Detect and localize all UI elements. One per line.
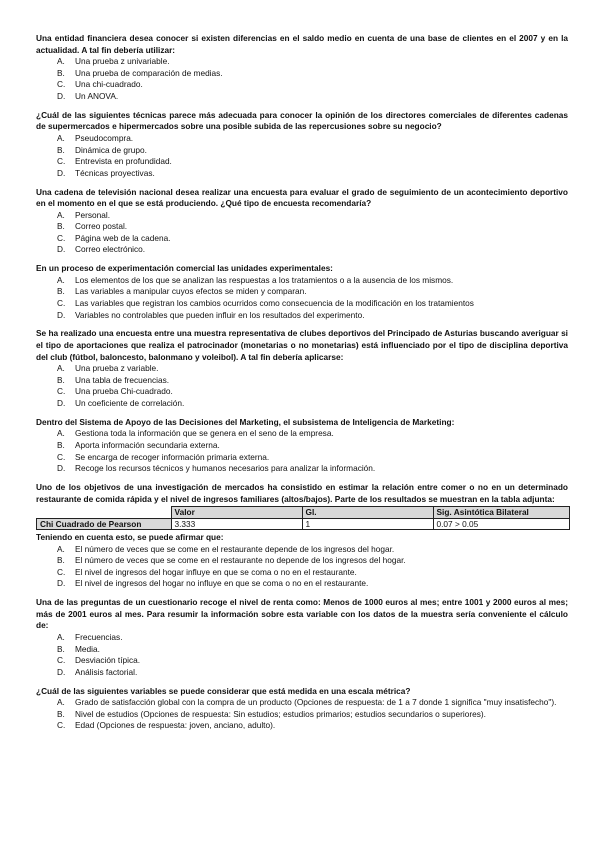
option-b [36, 286, 568, 298]
question-text: ¿Cuál de las siguientes variables se puede considerar que está medida en una escala métrica? [36, 685, 411, 696]
option-letter: A. [57, 428, 65, 439]
option-letter: B. [57, 221, 65, 232]
option-text: Una tabla de frecuencias. [75, 374, 170, 385]
option-text: El nivel de ingresos del hogar no influye en que se coma o no en el restaurante. [75, 578, 369, 589]
option-text: Entrevista en profundidad. [75, 156, 172, 167]
option-a [36, 544, 568, 556]
option-a [36, 428, 568, 440]
option-letter: D. [57, 167, 66, 178]
option-b [36, 709, 568, 721]
option-text: Un ANOVA. [75, 90, 119, 101]
option-letter: A. [57, 632, 65, 643]
option-text: Grado de satisfacción global con la compra de un producto (Opciones de respuesta: de 1 a 7 donde 1 significa "muy insatisfecho"). [75, 697, 557, 708]
question-followup: Teniendo en cuenta esto, se puede afirmar que: [36, 532, 224, 543]
option-a [36, 210, 568, 222]
table-header-sig: Sig. Asintótica Bilateral [433, 507, 570, 519]
option-a [36, 363, 568, 375]
option-d [36, 398, 568, 410]
option-letter: B. [57, 374, 65, 385]
option-text: Un coeficiente de correlación. [75, 397, 185, 408]
question-text: Se ha realizado una encuesta entre una muestra representativa de clubes deportivos del Principado de Asturias buscando averiguar si el tipo de aportaciones que realiza el patrocinador (monetarias o no monetarias) está influenciado por el tipo de disciplina deportiva del club (fútbol, baloncesto, balonmano y voleibol). A tal fin debería aplicarse: [36, 328, 568, 362]
option-letter: A. [57, 697, 65, 708]
option-text: Se encarga de recoger información primaria externa. [75, 451, 270, 462]
option-a [36, 275, 568, 287]
option-letter: A. [57, 209, 65, 220]
option-d [36, 310, 568, 322]
option-c [36, 156, 568, 168]
option-text: Pseudocompra. [75, 132, 134, 143]
table-cell-sig: 0.07 > 0.05 [433, 518, 570, 530]
option-a [36, 56, 568, 68]
option-text: Una prueba de comparación de medias. [75, 67, 223, 78]
option-c [36, 298, 568, 310]
option-text: Análisis factorial. [75, 666, 138, 677]
option-b [36, 375, 568, 387]
exam-page [36, 33, 568, 739]
option-b [36, 555, 568, 567]
option-text: Nivel de estudios (Opciones de respuesta: Sin estudios; estudios primarios; estudios secundarios o superiores). [75, 708, 486, 719]
option-text: Media. [75, 643, 100, 654]
option-text: Página web de la cadena. [75, 232, 171, 243]
question-9 [36, 686, 568, 732]
option-text: Una prueba z univariable. [75, 56, 170, 67]
question-text: Una cadena de televisión nacional desea realizar una encuesta para evaluar el grado de seguimiento de un acontecimiento deportivo en el momento en el que se está produciendo. ¿Qué tipo de encuesta recomendaría? [36, 186, 568, 209]
table-cell-gl: 1 [302, 518, 433, 530]
option-letter: B. [57, 643, 65, 654]
option-c [36, 79, 568, 91]
option-letter: A. [57, 274, 65, 285]
option-text: Técnicas proyectivas. [75, 167, 155, 178]
option-text: El número de veces que se come en el restaurante no depende de los ingresos del hogar. [75, 555, 406, 566]
option-letter: C. [57, 386, 66, 397]
option-b [36, 644, 568, 656]
table-corner [37, 507, 172, 519]
option-letter: D. [57, 90, 66, 101]
option-letter: B. [57, 708, 65, 719]
option-d [36, 244, 568, 256]
option-letter: C. [57, 655, 66, 666]
option-letter: B. [57, 67, 65, 78]
question-1 [36, 33, 568, 103]
option-letter: D. [57, 397, 66, 408]
option-letter: C. [57, 232, 66, 243]
option-b [36, 221, 568, 233]
option-text: Desviación típica. [75, 655, 141, 666]
option-text: El nivel de ingresos del hogar influye en que se coma o no en el restaurante. [75, 566, 357, 577]
question-text: En un proceso de experimentación comercial las unidades experimentales: [36, 263, 333, 274]
question-text: Una entidad financiera desea conocer si existen diferencias en el saldo medio en cuenta de una base de clientes en el 2007 y en la actualidad. A tal fin debería utilizar: [36, 33, 568, 55]
option-letter: A. [57, 543, 65, 554]
option-text: Los elementos de los que se analizan las respuestas a los tratamientos o a la ausencia de los mismos. [75, 274, 454, 285]
option-c [36, 233, 568, 245]
option-b [36, 145, 568, 157]
question-text: Dentro del Sistema de Apoyo de las Decisiones del Marketing, el subsistema de Inteligencia de Marketing: [36, 416, 455, 427]
option-letter: D. [57, 578, 66, 589]
option-d [36, 463, 568, 475]
option-letter: A. [57, 363, 65, 374]
option-letter: D. [57, 244, 66, 255]
option-letter: B. [57, 439, 65, 450]
question-7 [36, 482, 568, 590]
option-d [36, 578, 568, 590]
option-letter: D. [57, 309, 66, 320]
option-text: Gestiona toda la información que se genera en el seno de la empresa. [75, 428, 334, 439]
option-text: Una chi-cuadrado. [75, 79, 143, 90]
option-text: Correo postal. [75, 221, 128, 232]
option-b [36, 440, 568, 452]
results-table [36, 506, 570, 530]
option-text: Personal. [75, 209, 111, 220]
question-2 [36, 110, 568, 180]
table-row-label: Chi Cuadrado de Pearson [37, 518, 172, 530]
option-c [36, 655, 568, 667]
table-header-valor: Valor [171, 507, 302, 519]
option-text: Dinámica de grupo. [75, 144, 147, 155]
question-8 [36, 597, 568, 678]
option-text: Las variables que registran los cambios ocurridos como consecuencia de la modificación en los tratamientos [75, 298, 474, 309]
option-d [36, 168, 568, 180]
option-letter: C. [57, 566, 66, 577]
option-text: Una prueba z variable. [75, 363, 159, 374]
option-letter: C. [57, 79, 66, 90]
option-letter: D. [57, 463, 66, 474]
option-c [36, 452, 568, 464]
option-letter: C. [57, 451, 66, 462]
option-letter: A. [57, 56, 65, 67]
option-letter: C. [57, 156, 66, 167]
option-c [36, 386, 568, 398]
option-text: Las variables a manipular cuyos efectos se miden y comparan. [75, 286, 307, 297]
table-header-gl: Gl. [302, 507, 433, 519]
option-d [36, 91, 568, 103]
question-text: ¿Cuál de las siguientes técnicas parece más adecuada para conocer la opinión de los directores comerciales de diferentes cadenas de supermercados e hipermercados sobre una posible subida de las repercusiones sobre su negocio? [36, 109, 568, 132]
option-letter: B. [57, 555, 65, 566]
question-5 [36, 328, 568, 409]
option-letter: B. [57, 144, 65, 155]
question-text: Una de las preguntas de un cuestionario recoge el nivel de renta como: Menos de 1000 euros al mes; entre 1001 y 2000 euros al mes; más de 2001 euros al mes. Para resumir la información sobre esta variable con los datos de la muestra sería conveniente el cálculo de: [36, 597, 568, 631]
option-text: Una prueba Chi-cuadrado. [75, 386, 173, 397]
question-6 [36, 417, 568, 475]
option-d [36, 667, 568, 679]
option-text: Recoge los recursos técnicos y humanos necesarios para analizar la información. [75, 463, 376, 474]
option-letter: B. [57, 286, 65, 297]
option-c [36, 567, 568, 579]
option-text: Frecuencias. [75, 632, 123, 643]
option-c [36, 720, 568, 732]
option-letter: D. [57, 666, 66, 677]
question-text: Uno de los objetivos de una investigación de mercados ha consistido en estimar la relación entre comer o no en un determinado restaurante de comida rápida y el nivel de ingresos familiares (altos/bajos). Parte de los resultados se muestran en la tabla adjunta: [36, 481, 568, 504]
option-text: Edad (Opciones de respuesta: joven, anciano, adulto). [75, 720, 276, 731]
option-a [36, 133, 568, 145]
option-a [36, 632, 568, 644]
option-letter: C. [57, 720, 66, 731]
table-cell-valor: 3.333 [171, 518, 302, 530]
question-4 [36, 263, 568, 321]
option-text: Variables no controlables que pueden influir en los resultados del experimento. [75, 309, 365, 320]
option-a [36, 697, 568, 709]
option-text: Aporta información secundaria externa. [75, 439, 220, 450]
option-letter: A. [57, 132, 65, 143]
option-text: El número de veces que se come en el restaurante depende de los ingresos del hogar. [75, 543, 395, 554]
option-b [36, 68, 568, 80]
option-letter: C. [57, 298, 66, 309]
option-text: Correo electrónico. [75, 244, 146, 255]
question-3 [36, 187, 568, 257]
